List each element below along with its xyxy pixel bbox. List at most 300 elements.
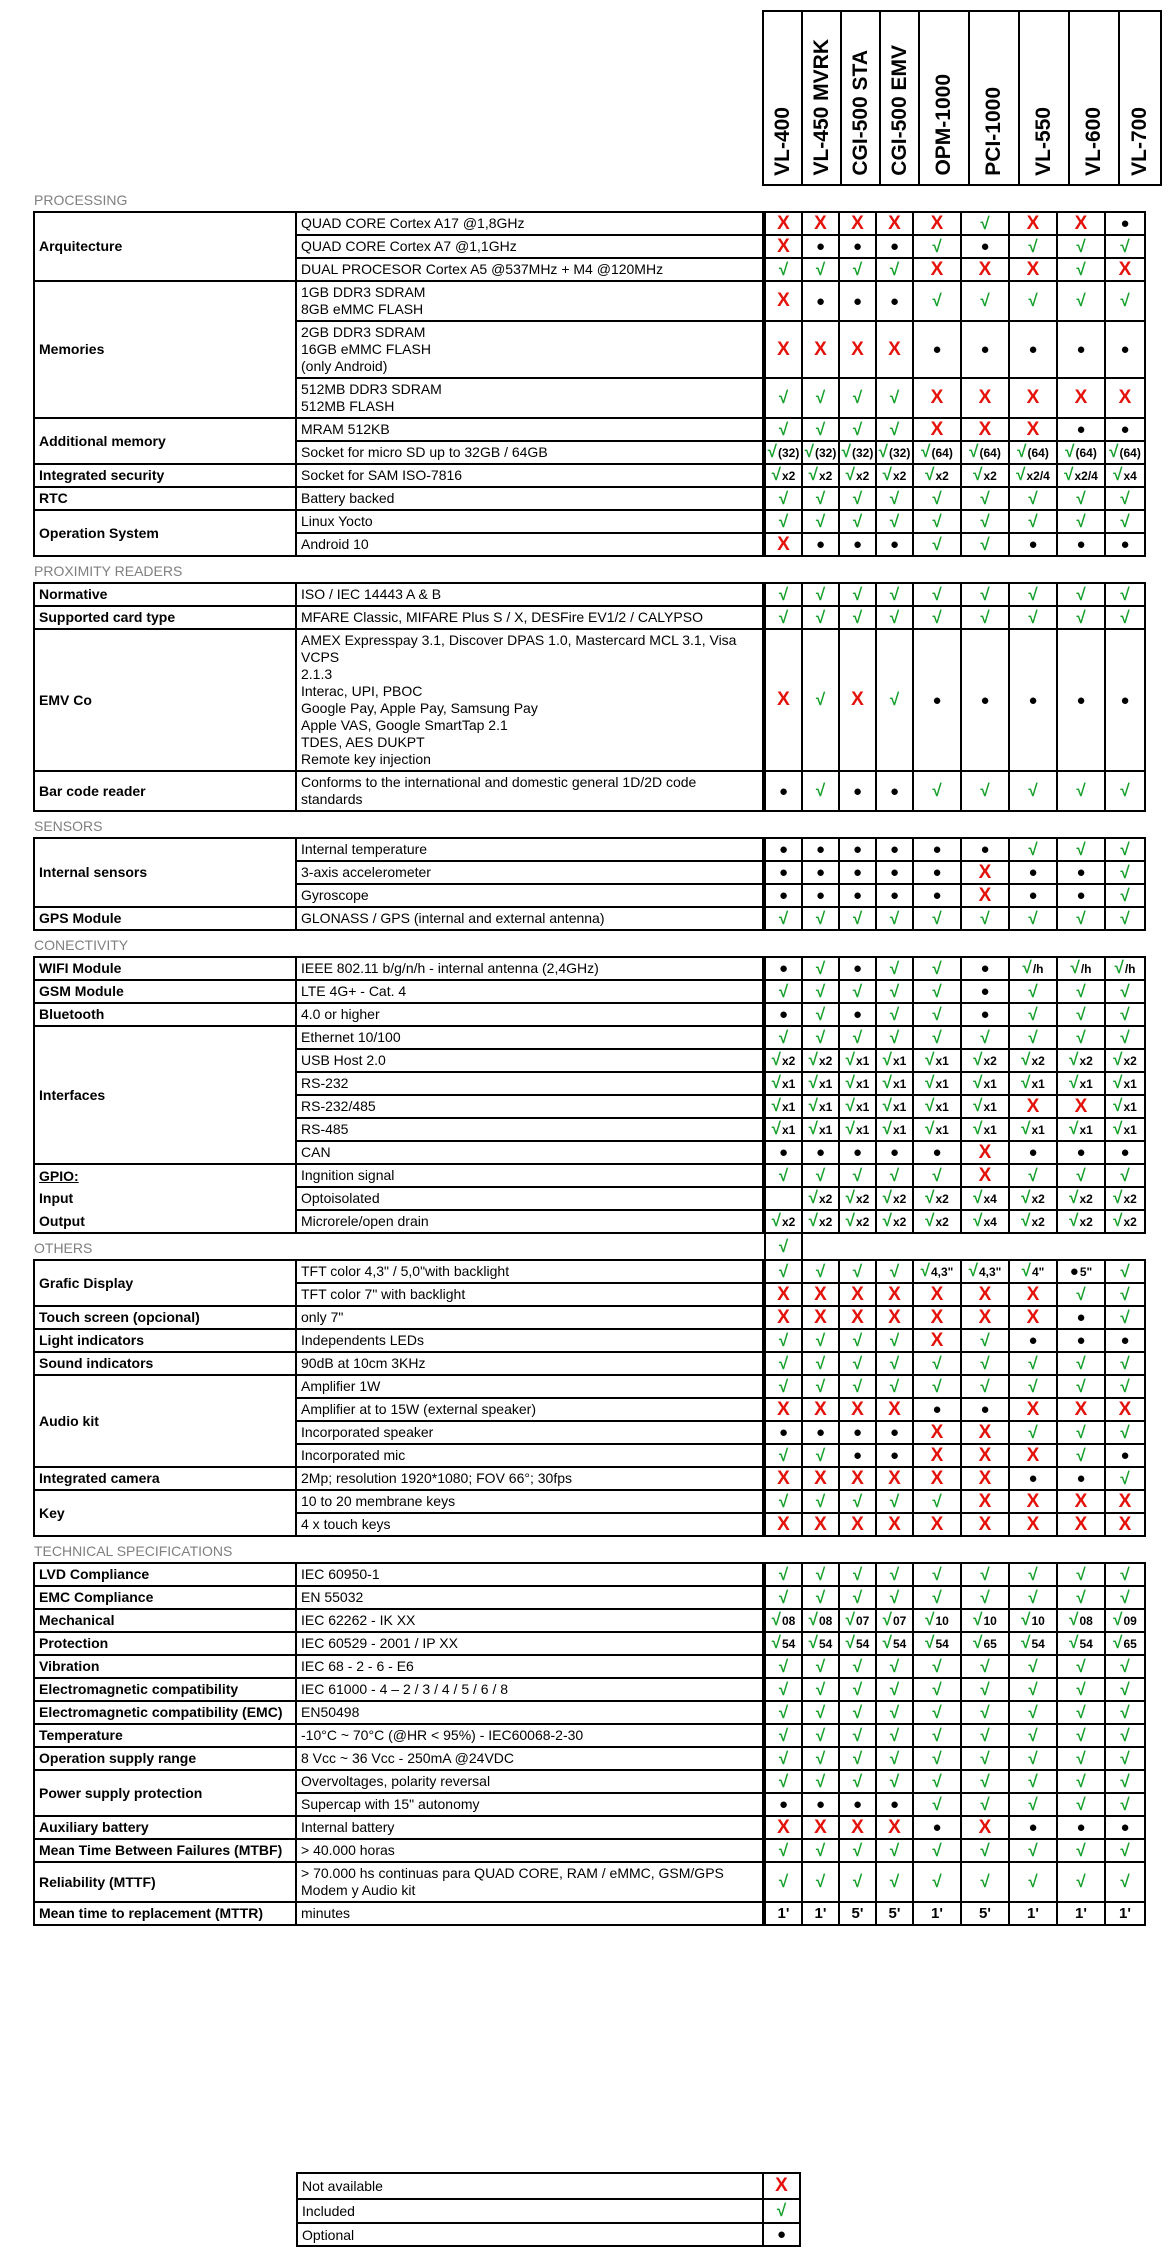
value-cell [802,1701,839,1724]
value-cell [1105,1141,1145,1164]
category-label: Normative [39,586,108,602]
included-check: √ [778,1376,789,1396]
value-suffix: x2/4 [1026,469,1050,483]
included-check: √ [1070,958,1080,977]
value-cell [802,1632,839,1655]
table-row [34,907,1145,930]
optional-dot: ● [1120,1447,1130,1464]
included-check: √ [980,1702,990,1722]
not-available-mark: X [930,1306,944,1328]
included-check: √ [1120,1376,1130,1396]
included-check: √ [815,958,826,978]
value-cell [1009,441,1057,464]
value-suffix: x1 [1123,1077,1137,1091]
value-cell [961,884,1009,907]
category-label: Electromagnetic compatibility [39,1681,239,1697]
included-check: √ [1120,511,1130,531]
value-cell [1105,1536,1145,1563]
category-label: WIFI Module [39,960,122,976]
included-check: √ [1076,236,1086,256]
included-check: √ [808,1119,818,1138]
value-cell [1057,1839,1105,1862]
value-cell [876,1816,913,1839]
category-label: Integrated camera [39,1470,160,1486]
value-cell [1057,861,1105,884]
included-check: √ [1120,1027,1130,1047]
not-available-mark: X [1118,1398,1132,1420]
value-cell [839,1375,876,1398]
optional-dot: ● [815,536,826,553]
category-cell [34,1586,296,1609]
value-cell [1057,1118,1105,1141]
value-cell [802,1678,839,1701]
category-cell [34,980,296,1003]
included-check: √ [815,1771,826,1791]
feature-line: 8 Vcc ~ 36 Vcc - 250mA @24VDC [301,1750,515,1766]
value-cell [765,1283,802,1306]
value-cell [1009,1072,1057,1095]
value-cell [802,1902,839,1925]
value-cell [961,861,1009,884]
not-available-mark: X [888,1398,901,1420]
value-cell [961,321,1009,378]
value-cell [876,1655,913,1678]
feature-cell [296,235,763,258]
included-check: √ [1028,1165,1038,1185]
value-cell [1009,930,1057,957]
not-available-mark: X [814,1306,827,1328]
value-cell [1057,1283,1105,1306]
category-cell [34,583,296,606]
value-suffix: x4 [1123,469,1137,483]
value-cell [839,606,876,629]
included-check: √ [852,1564,863,1584]
value-cell [839,533,876,556]
included-check: √ [808,1633,818,1652]
value-cell [1009,1490,1057,1513]
included-check: √ [1120,839,1130,859]
included-check: √ [808,1188,818,1207]
value-cell [839,441,876,464]
value-cell [1009,1513,1057,1536]
value-cell [1057,1187,1105,1210]
value-cell [1009,1003,1057,1026]
product-name: VL-700 [1128,107,1151,176]
included-check: √ [1076,607,1086,627]
value-cell [1009,1444,1057,1467]
value-cell [913,811,961,838]
feature-line: Socket for micro SD up to 32GB / 64GB [301,444,548,460]
value-suffix: x2 [983,469,997,483]
not-available-mark: X [777,235,790,257]
table-row [34,1467,1145,1490]
included-check: √ [1028,1353,1038,1373]
included-check: √ [889,908,900,928]
optional-dot: ● [852,536,863,553]
value-cell [961,186,1009,212]
included-check: √ [776,2201,787,2220]
value-cell [1105,1490,1145,1513]
value-cell [1009,1655,1057,1678]
value-cell [1057,556,1105,583]
feature-line: 512MB DDR3 SDRAM [301,381,442,397]
included-check: √ [815,781,826,800]
table-row [34,957,1145,980]
not-available-mark: X [930,258,944,280]
not-available-mark: X [1026,212,1040,234]
optional-dot: ● [932,691,942,709]
category-label: Mean time to replacement (MTTR) [39,1905,264,1921]
value-cell [802,1816,839,1839]
product-name: VL-450 MVRK [809,39,833,176]
value-cell [1009,556,1057,583]
value-cell [765,1902,802,1925]
value-cell [913,1632,961,1655]
optional-dot: ● [1120,691,1130,709]
included-check: √ [925,1211,935,1230]
value-cell [1009,1049,1057,1072]
not-available-mark: X [851,1513,864,1535]
included-check: √ [852,1261,863,1281]
legend-symbol-cell [763,2223,800,2246]
included-check: √ [889,1261,900,1281]
value-cell [1009,1536,1057,1563]
section-row [34,930,1145,957]
value-cell [839,1398,876,1421]
value-cell [839,1141,876,1164]
value-cell [1105,1444,1145,1467]
optional-dot: ● [889,887,900,904]
included-check: √ [1109,442,1119,461]
value-cell [961,1770,1009,1793]
not-available-mark: X [888,1283,901,1305]
included-check: √ [1028,1771,1038,1791]
included-check: √ [932,291,942,310]
value-cell [1105,487,1145,510]
feature-cell [296,1118,763,1141]
included-check: √ [1028,511,1038,531]
included-check: √ [852,1840,863,1860]
value-cell [961,556,1009,583]
included-check: √ [1120,885,1130,905]
value-cell [765,1072,802,1095]
value-text: 1' [1075,1905,1087,1922]
table-row [34,1632,1145,1655]
value-cell [765,1187,802,1210]
feature-cell [296,884,763,907]
not-available-mark: X [814,1467,827,1489]
feature-line: Conforms to the international and domestic general 1D/2D code [301,774,697,790]
value-cell [1057,1902,1105,1925]
included-check: √ [1076,1445,1086,1465]
value-cell [913,907,961,930]
optional-dot: ● [1120,421,1130,438]
value-cell [876,510,913,533]
value-cell [913,1839,961,1862]
included-check: √ [932,1027,942,1047]
value-cell [913,556,961,583]
not-available-mark: X [930,1329,944,1351]
legend-symbol-cell [763,2173,800,2199]
value-cell [961,533,1009,556]
category-cell [34,487,296,510]
value-cell [802,907,839,930]
included-check: √ [882,1211,892,1230]
value-cell [913,1026,961,1049]
feature-line: 2.1.3 [301,666,333,682]
optional-dot: ● [815,887,826,904]
feature-line: AMEX Expresspay 3.1, Discover DPAS 1.0, Mastercard MCL 3.1, Visa VCPS [301,632,737,665]
included-check: √ [932,958,942,978]
included-check: √ [980,781,990,800]
section-title: PROCESSING [34,192,128,208]
value-suffix: x1 [1031,1077,1045,1091]
value-cell [802,861,839,884]
included-check: √ [932,1491,942,1511]
value-suffix: x1 [1123,1100,1137,1114]
category-cell [34,212,296,281]
included-check: √ [1028,781,1038,800]
value-cell [913,838,961,861]
included-check: √ [845,1050,855,1069]
included-check: √ [808,1073,818,1092]
value-suffix: 08 [818,1614,833,1628]
product-name: VL-600 [1082,107,1105,176]
value-cell [1105,1375,1145,1398]
section-row [34,556,1145,583]
value-cell [765,1862,802,1902]
value-cell [839,1678,876,1701]
not-available-mark: X [978,1444,992,1466]
value-text: 5' [888,1905,901,1922]
value-cell [839,212,876,235]
value-cell [1105,533,1145,556]
feature-line: Socket for SAM ISO-7816 [301,467,463,483]
value-cell [1105,212,1145,235]
included-check: √ [1120,981,1130,1001]
table-row [34,1490,1145,1513]
included-check: √ [1028,1027,1038,1047]
optional-dot: ● [776,2226,787,2243]
included-check: √ [771,1073,781,1092]
feature-cell [296,606,763,629]
value-cell [961,1141,1009,1164]
value-cell [1105,980,1145,1003]
optional-dot: ● [1076,1309,1086,1326]
included-check: √ [778,388,789,407]
not-available-mark: X [1026,258,1040,280]
included-check: √ [778,1748,789,1768]
value-cell [961,1049,1009,1072]
value-cell [913,1701,961,1724]
value-cell [1009,1283,1057,1306]
value-cell [913,957,961,980]
not-available-mark: X [1026,1444,1040,1466]
included-check: √ [852,1702,863,1722]
not-available-mark: X [814,212,827,234]
value-cell [876,1490,913,1513]
included-check: √ [1120,1004,1130,1024]
included-check: √ [815,1027,826,1047]
included-check: √ [889,1491,900,1511]
included-check: √ [1028,1872,1038,1891]
value-suffix: x2/4 [1074,469,1098,483]
feature-cell [296,258,763,281]
value-suffix: (64) [1075,446,1097,460]
value-cell [913,1490,961,1513]
value-cell [876,533,913,556]
optional-dot: ● [1076,536,1086,553]
included-check: √ [778,1165,789,1185]
included-check: √ [852,1872,863,1891]
category-cell [34,1655,296,1678]
value-cell [961,1095,1009,1118]
included-check: √ [815,1587,826,1607]
value-text: 1' [1027,1905,1039,1922]
value-cell [1057,1421,1105,1444]
value-cell [913,1095,961,1118]
value-cell [1105,1902,1145,1925]
value-cell [1105,1747,1145,1770]
optional-dot: ● [1120,1144,1130,1161]
included-check: √ [1028,839,1038,859]
not-available-mark: X [814,1398,827,1420]
optional-dot: ● [932,1819,942,1836]
value-cell [876,1609,913,1632]
included-check: √ [1120,1702,1130,1722]
value-cell [839,629,876,771]
product-header [762,10,1162,186]
included-check: √ [921,442,931,461]
value-text: 5' [851,1905,864,1922]
value-cell [1057,1678,1105,1701]
not-available-mark: X [1118,258,1132,280]
value-cell [913,1283,961,1306]
included-check: √ [778,1261,789,1281]
table-row [34,1747,1145,1770]
value-cell [1009,811,1057,838]
included-check: √ [778,1330,789,1350]
included-check: √ [980,1587,990,1607]
optional-dot: ● [852,864,863,881]
included-check: √ [932,1748,942,1768]
value-suffix: x2 [781,1215,796,1229]
value-cell [839,1352,876,1375]
optional-dot: ● [1120,1819,1130,1836]
value-cell [839,811,876,838]
included-check: √ [1076,1771,1086,1791]
optional-dot: ● [778,1144,789,1161]
value-cell [1009,1862,1057,1902]
included-check: √ [778,1491,789,1511]
table-row [34,281,1145,321]
value-suffix: x1 [781,1100,796,1114]
value-cell [765,1398,802,1421]
value-cell [1057,1306,1105,1329]
value-cell [1105,1770,1145,1793]
value-cell [765,930,802,957]
feature-cell [296,1839,763,1862]
value-cell [1009,212,1057,235]
category-cell [34,838,296,907]
included-check: √ [889,1330,900,1350]
included-check: √ [815,419,826,439]
value-cell [876,418,913,441]
optional-dot: ● [1076,421,1086,438]
value-cell [802,1586,839,1609]
value-suffix: x2 [935,1192,949,1206]
value-cell [765,378,802,418]
not-available-mark: X [930,418,944,440]
optional-dot: ● [1076,341,1086,358]
included-check: √ [845,1188,855,1207]
included-check: √ [889,388,900,407]
value-cell [802,1164,839,1187]
product-name: VL-400 [770,107,794,176]
included-check: √ [808,1610,818,1629]
value-suffix: x1 [855,1100,870,1114]
included-check: √ [1076,511,1086,531]
value-cell [1009,861,1057,884]
value-cell [765,321,802,378]
value-cell [839,1283,876,1306]
feature-cell [296,1862,763,1902]
value-cell [1057,1375,1105,1398]
feature-cell [296,1306,763,1329]
category-label: Arquitecture [39,238,123,254]
value-cell [876,930,913,957]
feature-line: Incorporated mic [301,1447,406,1463]
feature-line: 3-axis accelerometer [301,864,431,880]
value-cell [765,1586,802,1609]
category-cell [34,1563,296,1586]
included-check: √ [1076,1872,1086,1891]
optional-dot: ● [778,1006,789,1023]
value-cell [1057,1233,1105,1260]
value-text: 1' [814,1905,827,1922]
optional-dot: ● [932,1144,942,1161]
feature-line: 2Mp; resolution 1920*1080; FOV 66°; 30fps [301,1470,572,1486]
not-available-mark: X [1118,1513,1132,1535]
not-available-mark: X [1074,1398,1088,1420]
value-cell [1105,1095,1145,1118]
value-cell [765,771,802,811]
value-cell [913,1770,961,1793]
not-available-mark: X [777,1513,790,1535]
value-cell [961,838,1009,861]
value-cell [876,1632,913,1655]
included-check: √ [980,534,990,554]
value-cell [1009,1701,1057,1724]
category-cell [34,510,296,556]
value-cell [802,487,839,510]
value-cell [876,212,913,235]
not-available-mark: X [777,1816,790,1838]
feature-line: IEC 62262 - IK XX [301,1612,416,1628]
value-suffix: 10 [1031,1614,1045,1628]
feature-cell [296,980,763,1003]
value-cell [765,1770,802,1793]
included-check: √ [1028,1004,1038,1024]
included-check: √ [815,607,826,627]
not-available-mark: X [814,1283,827,1305]
feature-line: IEEE 802.11 b/g/n/h - internal antenna (2,4GHz) [301,960,599,976]
value-cell [1105,1609,1145,1632]
feature-cell [296,1444,763,1467]
value-cell [765,1421,802,1444]
value-cell [839,464,876,487]
value-cell [961,1513,1009,1536]
